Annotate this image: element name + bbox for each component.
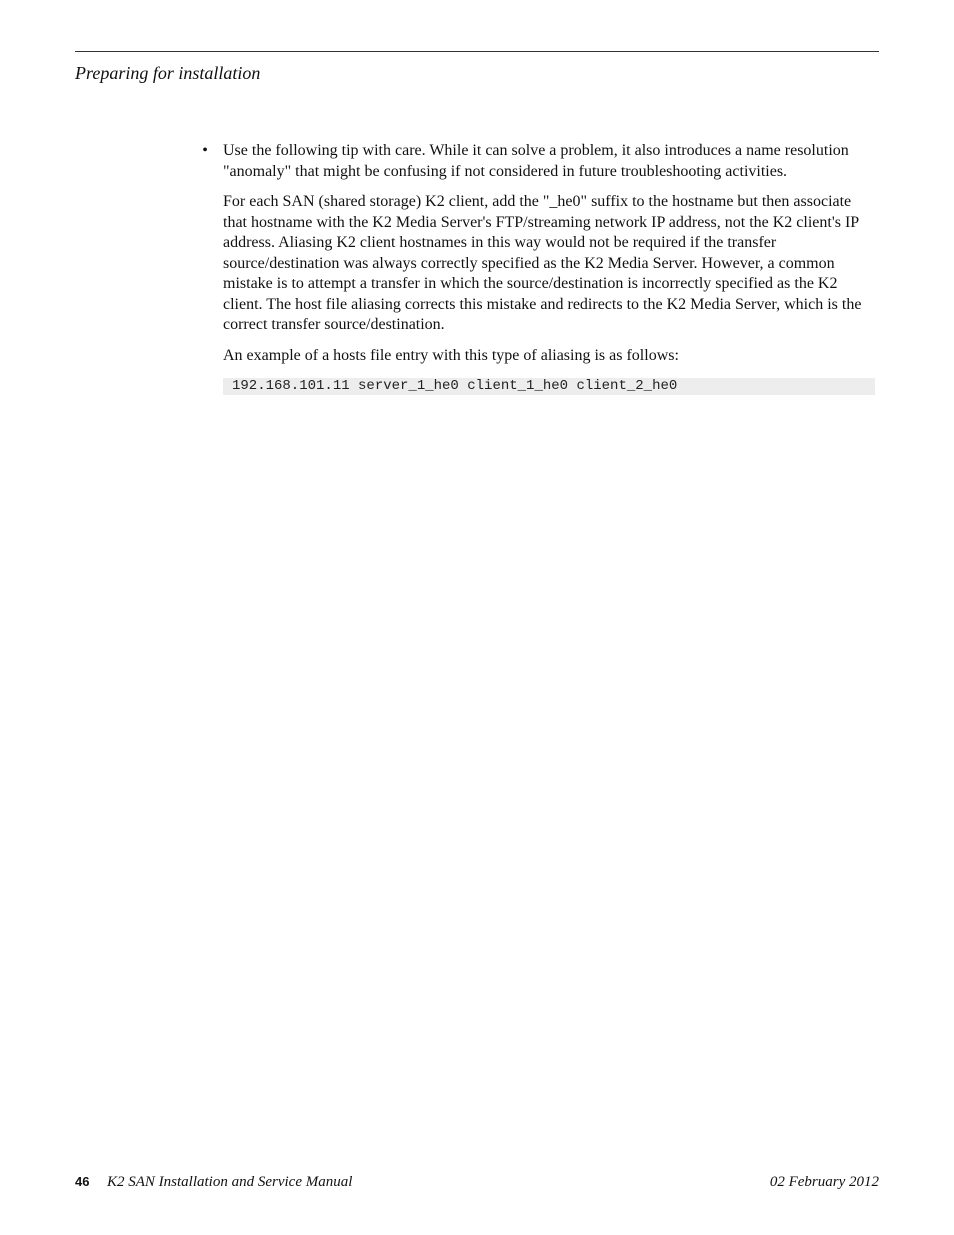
bullet-list-item xyxy=(202,141,875,395)
bullet-text: Use the following tip with care. While it can solve a problem, it also introduces a name resolution "anomaly" that might be confusing if not considered in future troubleshooting activities. xyxy=(223,142,849,180)
publication-date: 02 February 2012 xyxy=(769,1174,879,1190)
aliasing-explanation-paragraph: For each SAN (shared storage) K2 client, add the "_he0" suffix to the hostname but then associate that hostname with the K2 Media Server's FTP/streaming network IP address, not the K2 client's IP address. Aliasing K2 client hostnames in this way would not be required if the transfer source/destination was always correctly specified as the K2 Media Server. However, a common mistake is to attempt a transfer in which the source/destination is incorrectly specified as the K2 client. The host file aliasing corrects this mistake and redirects to the K2 Media Server, which is the correct transfer source/destination. xyxy=(223,193,862,333)
header-rule xyxy=(75,51,879,52)
main-content xyxy=(202,141,875,395)
example-intro-paragraph: An example of a hosts file entry with this type of aliasing is as follows: xyxy=(223,346,679,364)
page-number: 46 xyxy=(75,1174,90,1189)
page-footer xyxy=(75,1172,879,1192)
section-title: Preparing for installation xyxy=(75,63,261,83)
manual-title: K2 SAN Installation and Service Manual xyxy=(107,1174,353,1190)
hosts-file-code-example: 192.168.101.11 server_1_he0 client_1_he0 client_2_he0 xyxy=(223,378,875,395)
bullet-icon: • xyxy=(202,142,208,159)
